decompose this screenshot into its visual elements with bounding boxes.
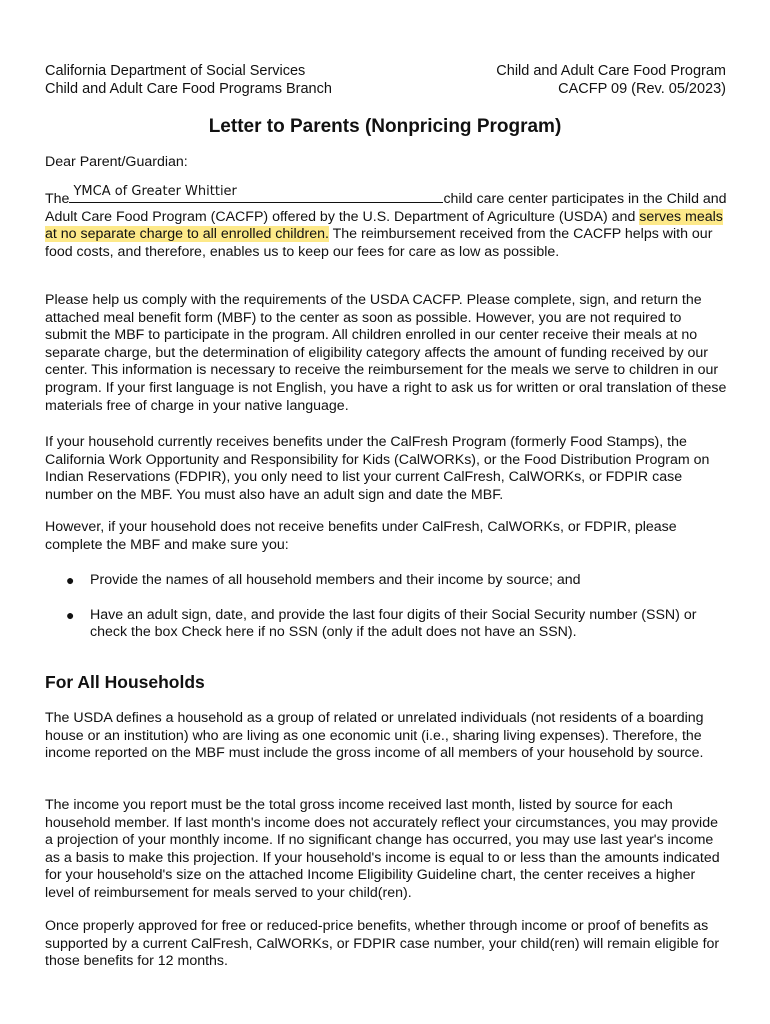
header-left <box>45 62 332 98</box>
compliance-paragraph: Please help us comply with the requirements of the USDA CACFP. Please complete, sign, and return the attached meal benefit form (MBF) to the center as soon as possible. However, you are not required to submit the MBF to participate in the program. All children enrolled in our center receive their meals at no separate charge, but the determination of eligibility category affects the amount of funding received by our center. This information is necessary to receive the reimbursement for the meals we serve to children in our program. If your first language is not English, you have a right to ask us for written or oral translation of these materials free of charge in your native language. <box>45 292 727 414</box>
highlighted-text: serves meals at no separate charge to all enrolled children. <box>45 208 723 243</box>
list-item: ● Have an adult sign, date, and provide the last four digits of their Social Security number (SSN) or check the box Check here if no SSN (only if the adult does not have an SSN). <box>66 606 697 641</box>
center-name-field[interactable] <box>69 184 443 203</box>
center-name-value: YMCA of Greater Whittier <box>73 184 237 200</box>
program-name: Child and Adult Care Food Program <box>496 63 726 79</box>
mbf-instructions-paragraph: However, if your household does not receive benefits under CalFresh, CalWORKs, or FDPIR, please complete the MBF and make sure you: <box>45 519 677 553</box>
intro-post: The reimbursement received from the CACFP helps with our food costs, and therefore, enables us to keep our fees for care as low as possible. <box>45 226 713 260</box>
income-paragraph: The income you report must be the total gross income received last month, listed by source for each household member. If last month's income does not accurately reflect your circumstances, you may provide a projection of your monthly income. If no significant change has occurred, you may use last year's income as a basis to make this projection. If your household's income is equal to or less than the amounts indicated for your household's size on the attached Income Eligibility Guideline chart, the center receives a higher level of reimbursement for meals served to your child(ren). <box>45 797 720 901</box>
form-number: CACFP 09 (Rev. 05/2023) <box>558 81 726 97</box>
bullet-icon: ● <box>66 572 75 588</box>
header-right <box>496 62 726 98</box>
intro-pre: The <box>45 191 70 207</box>
section-heading: For All Households <box>45 672 205 692</box>
branch-name: Child and Adult Care Food Programs Branch <box>45 81 332 97</box>
bullet-icon: ● <box>66 606 75 623</box>
department-name: California Department of Social Services <box>45 63 306 79</box>
list-item: ● Provide the names of all household members and their income by source; and <box>66 572 581 588</box>
greeting: Dear Parent/Guardian: <box>45 154 188 170</box>
intro-paragraph <box>45 184 727 261</box>
benefits-paragraph: If your household currently receives benefits under the CalFresh Program (formerly Food Stamps), the California Work Opportunity and Responsibility for Kids (CalWORKs), or the Food Distribution Program on Indian Reservations (FDPIR), you only need to list your current CalFresh, CalWORKs, or FDPIR case number on the MBF. You must also have an adult sign and date the MBF. <box>45 434 710 503</box>
requirements-list <box>45 572 727 659</box>
intro-mid: child care center participates in the Child and Adult Care Food Program (CACFP) offered by the U.S. Department of Agriculture (USDA) and <box>45 191 727 225</box>
household-definition-paragraph: The USDA defines a household as a group of related or unrelated individuals (not residents of a boarding house or an institution) who are living as one economic unit (i.e., sharing living expenses). Therefore, the income reported on the MBF must include the gross income of all members of your household by source. <box>45 710 704 762</box>
eligibility-paragraph: Once properly approved for free or reduced-price benefits, whether through income or proof of benefits as supported by a current CalFresh, CalWORKs, or FDPIR case number, your child(ren) will remain eligible for those benefits for 12 months. <box>45 918 720 970</box>
page-title: Letter to Parents (Nonpricing Program) <box>208 116 562 137</box>
